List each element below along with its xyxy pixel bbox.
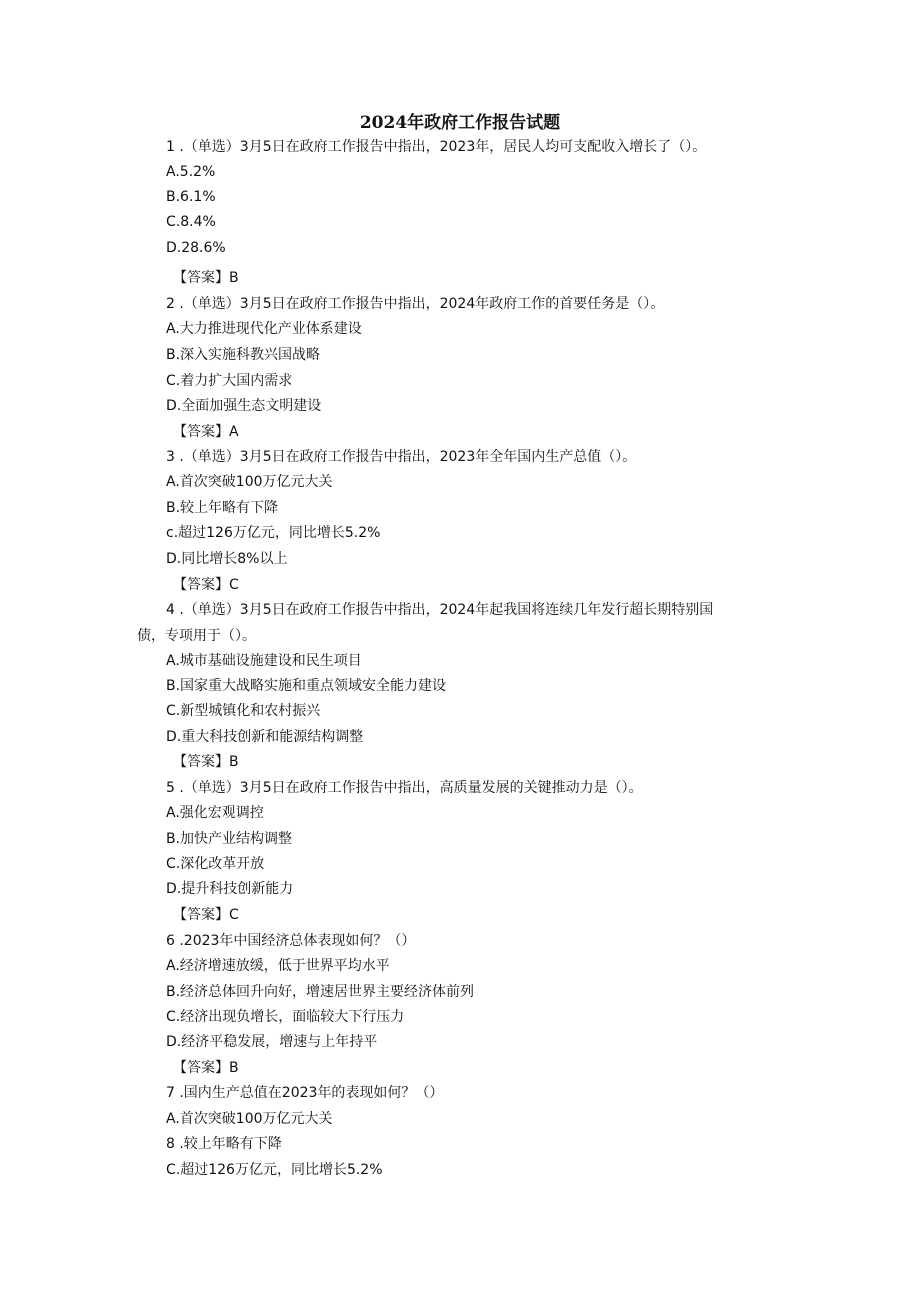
question-5-option-b: B.加快产业结构调整 [166, 831, 293, 847]
question-5-option-a: A.强化宏观调控 [166, 805, 264, 821]
question-3-option-b: B.较上年略有下降 [166, 500, 279, 516]
question-4-option-d: D.重大科技创新和能源结构调整 [166, 729, 364, 745]
question-3-answer: 【答案】C [173, 577, 239, 593]
question-4-option-b: B.国家重大战略实施和重点领域安全能力建设 [166, 678, 447, 694]
question-2-option-a: A.大力推进现代化产业体系建设 [166, 321, 362, 337]
question-2-option-b: B.深入实施科教兴国战略 [166, 347, 321, 363]
question-5-stem: 5 .（单选）3月5日在政府工作报告中指出，高质量发展的关键推动力是（）。 [166, 780, 643, 796]
question-7-stem: 7 .国内生产总值在2023年的表现如何？（） [166, 1085, 444, 1101]
question-4-answer: 【答案】B [173, 754, 239, 770]
question-6-option-d: D.经济平稳发展，增速与上年持平 [166, 1034, 378, 1050]
question-2-option-d: D.全面加强生态文明建设 [166, 398, 322, 414]
question-6-answer: 【答案】B [173, 1060, 239, 1076]
question-7-option-b: 8 .较上年略有下降 [166, 1136, 282, 1152]
question-5-option-c: C.深化改革开放 [166, 856, 265, 872]
question-4-stem: 4 .（单选）3月5日在政府工作报告中指出，2024年起我国将连续几年发行超长期特别国 [166, 602, 714, 618]
question-1-option-c: C.8.4% [166, 214, 216, 230]
question-3-option-a: A.首次突破100万亿元大关 [166, 474, 333, 490]
question-2-answer: 【答案】A [173, 424, 239, 440]
question-4-stem-continuation: 债，专项用于（）。 [137, 628, 256, 644]
question-4-option-c: C.新型城镇化和农村振兴 [166, 703, 321, 719]
question-7-option-c: C.超过126万亿元，同比增长5.2% [166, 1162, 383, 1178]
question-1-option-d: D.28.6% [166, 240, 226, 256]
question-6-option-b: B.经济总体回升向好，增速居世界主要经济体前列 [166, 984, 475, 1000]
question-7-option-a: A.首次突破100万亿元大关 [166, 1111, 333, 1127]
question-2-stem: 2 .（单选）3月5日在政府工作报告中指出，2024年政府工作的首要任务是（）。 [166, 296, 665, 312]
question-1-answer: 【答案】B [173, 270, 239, 286]
question-6-stem: 6 .2023年中国经济总体表现如何？（） [166, 933, 416, 949]
question-1-stem: 1 .（单选）3月5日在政府工作报告中指出，2023年，居民人均可支配收入增长了（）。 [166, 139, 707, 155]
question-5-option-d: D.提升科技创新能力 [166, 881, 294, 897]
question-6-option-a: A.经济增速放缓，低于世界平均水平 [166, 958, 390, 974]
question-5-answer: 【答案】C [173, 907, 239, 923]
question-2-option-c: C.着力扩大国内需求 [166, 373, 293, 389]
question-6-option-c: C.经济出现负增长，面临较大下行压力 [166, 1009, 405, 1025]
question-1-option-b: B.6.1% [166, 189, 216, 205]
question-3-option-c: c.超过126万亿元，同比增长5.2% [166, 525, 381, 541]
question-1-option-a: A.5.2% [166, 164, 216, 180]
document-title: 2024年政府工作报告试题 [359, 113, 561, 133]
question-4-option-a: A.城市基础设施建设和民生项目 [166, 653, 362, 669]
question-3-option-d: D.同比增长8%以上 [166, 551, 288, 567]
question-3-stem: 3 .（单选）3月5日在政府工作报告中指出，2023年全年国内生产总值（）。 [166, 449, 637, 465]
